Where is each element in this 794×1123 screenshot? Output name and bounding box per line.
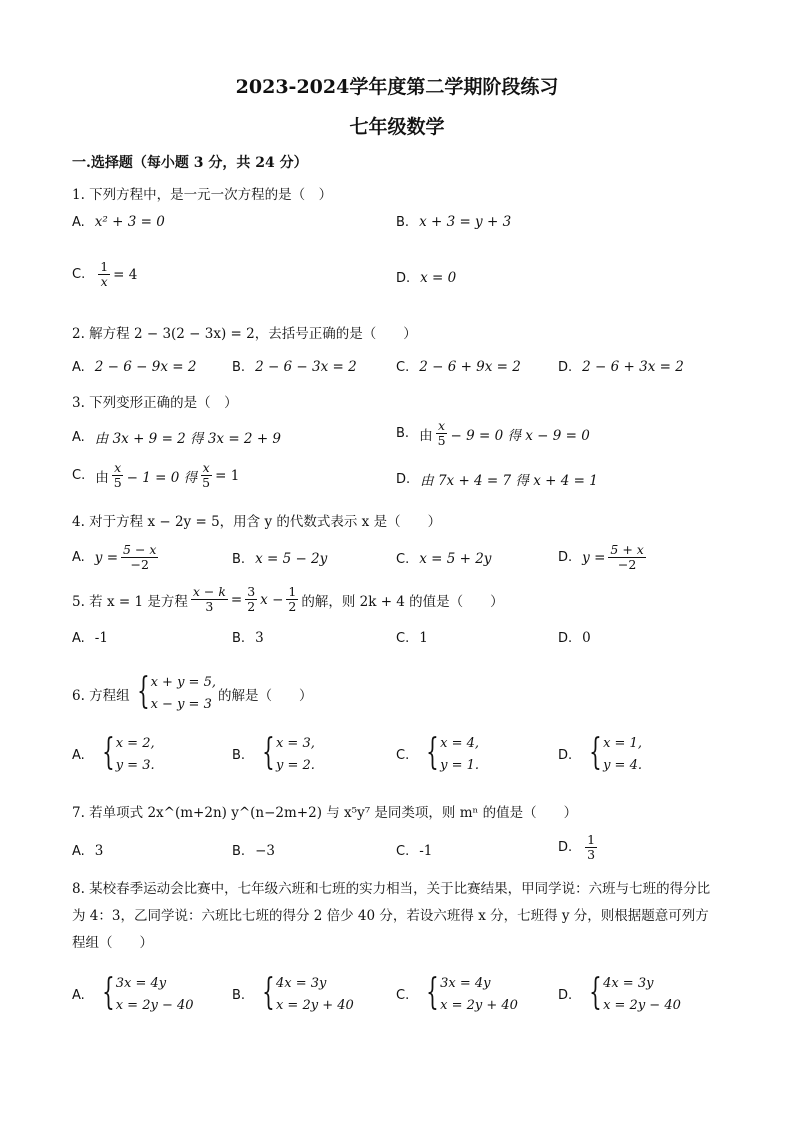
equation-system: { x = 1, y = 4. <box>589 732 642 773</box>
option-math: 由 7x + 4 = 7 得 x + 4 = 1 <box>420 473 598 489</box>
q7-option-d[interactable]: D. $\frac{1}{3}$ <box>558 832 596 862</box>
exam-title: 2023-2024学年度第二学期阶段练习 <box>235 76 559 98</box>
q6-option-a[interactable]: A. { x = 2, y = 3. <box>72 733 157 777</box>
option-math: 2 − 6 − 9x = 2 <box>94 359 197 375</box>
equation-system: { x + y = 5, x − y = 3 <box>136 671 216 712</box>
fraction: $\frac{1}{2}$ <box>288 584 297 614</box>
q6-option-b[interactable]: B. { x = 3, y = 2. <box>232 733 317 777</box>
q6-option-d[interactable]: D. { x = 1, y = 4. <box>558 733 644 777</box>
fraction: $\frac{x}{5}$ <box>437 418 446 448</box>
q8-option-c[interactable]: C. { 3x = 4y x = 2y + 40 <box>396 973 520 1017</box>
q5-option-b[interactable]: B. 3 <box>232 630 264 646</box>
q1-option-c[interactable] <box>72 260 137 289</box>
q3-option-d[interactable]: D. 由 7x + 4 = 7 得 x + 4 = 1 <box>396 469 598 489</box>
q4-option-b[interactable]: B. x = 5 − 2y <box>232 551 328 567</box>
q4-option-d[interactable]: D. y = $\frac{5 + x}{-2}$ <box>558 542 644 572</box>
section-heading: 一.选择题（每小题 3 分，共 24 分） <box>72 155 308 171</box>
fraction: $\frac{x}{5}$ <box>113 460 122 490</box>
q2-option-b[interactable]: B. 2 − 6 − 3x = 2 <box>232 359 357 375</box>
fraction: $\frac{5 + x}{-2}$ <box>610 542 644 572</box>
question-8-stem: 8. 某校春季运动会比赛中，七年级六班和七班的实力相当，关于比赛结果，甲同学说：六班与七班的得分比为 4：3，乙同学说：六班比七班的得分 2 倍少 40 分，若设六班得 x 分，七班得 y 分，则根据题意可列方程组（ ） <box>72 881 711 951</box>
option-math: x + 3 = y + 3 <box>419 214 512 230</box>
q4-option-c[interactable]: C. x = 5 + 2y <box>396 551 492 567</box>
question-7-stem: 7. 若单项式 2x^(m+2n) y^(n−2m+2) 与 x⁵y⁷ 是同类项，则 mⁿ 的值是（ ） <box>72 805 578 821</box>
option-label: D. <box>396 270 411 286</box>
equation-system: { 3x = 4y x = 2y + 40 <box>426 972 518 1013</box>
fraction: $\frac{3}{2}$ <box>247 584 256 614</box>
q7-option-b[interactable]: B. −3 <box>232 843 275 859</box>
q3-option-c[interactable]: C. 由 $\frac{x}{5}$ − 1 = 0 得 $\frac{x}{5}$ = 1 <box>72 460 240 490</box>
equation-system: { x = 4, y = 1. <box>426 732 480 773</box>
q5-option-c[interactable]: C. 1 <box>396 630 428 646</box>
question-3-stem: 3. 下列变形正确的是（ ） <box>72 395 238 411</box>
equation-system: { 4x = 3y x = 2y + 40 <box>262 972 354 1013</box>
fraction: $\frac{x}{5}$ <box>202 460 211 490</box>
option-math: 2 − 6 − 3x = 2 <box>255 359 357 375</box>
exam-subtitle: 七年级数学 <box>349 116 445 138</box>
option-math: x² + 3 = 0 <box>94 214 165 230</box>
q5-option-a[interactable]: A. -1 <box>72 630 108 646</box>
fraction: $\frac{1}{3}$ <box>587 832 596 862</box>
option-label: B. <box>396 214 410 230</box>
q8-option-b[interactable]: B. { 4x = 3y x = 2y + 40 <box>232 973 356 1017</box>
q8-option-a[interactable]: A. { 3x = 4y x = 2y − 40 <box>72 973 196 1017</box>
q1-option-b[interactable] <box>396 214 511 230</box>
equation-system: { 4x = 3y x = 2y − 40 <box>589 972 681 1013</box>
equation-system: { x = 2, y = 3. <box>101 732 155 773</box>
option-label: A. <box>72 214 85 230</box>
q4-option-a[interactable]: A. y = $\frac{5 - x}{-2}$ <box>72 542 157 572</box>
q2-option-d[interactable]: D. 2 − 6 + 3x = 2 <box>558 359 684 375</box>
q5-option-d[interactable]: D. 0 <box>558 630 591 646</box>
fraction: $\frac{1}{x}$ <box>100 259 109 289</box>
option-math: = 4 <box>113 266 138 283</box>
option-math: 2 − 6 + 3x = 2 <box>582 359 684 375</box>
option-math: 2 − 6 + 9x = 2 <box>419 359 521 375</box>
q1-option-a[interactable] <box>72 214 165 230</box>
fraction: $\frac{x - k}{3}$ <box>192 584 226 614</box>
question-5-stem: 5. 若 x = 1 是方程 $\frac{x - k}{3}$ = $\frac{3}{2}$ x − $\frac{1}{2}$ 的解，则 2k + 4 的值是（ ） <box>72 584 504 614</box>
question-2-stem: 2. 解方程 2 − 3(2 − 3x) = 2，去括号正确的是（ ） <box>72 326 417 342</box>
option-math: x = 0 <box>420 270 457 286</box>
question-1-stem: 1. 下列方程中，是一元一次方程的是（ ） <box>72 187 333 203</box>
q3-option-b[interactable]: B. 由 $\frac{x}{5}$ − 9 = 0 得 x − 9 = 0 <box>396 418 590 448</box>
q3-option-a[interactable]: A. 由 3x + 9 = 2 得 3x = 2 + 9 <box>72 427 281 447</box>
option-label: C. <box>72 267 86 282</box>
q6-option-c[interactable]: C. { x = 4, y = 1. <box>396 733 481 777</box>
question-4-stem: 4. 对于方程 x − 2y = 5，用含 y 的代数式表示 x 是（ ） <box>72 514 442 530</box>
q7-option-a[interactable]: A. 3 <box>72 843 104 859</box>
option-math: 由 3x + 9 = 2 得 3x = 2 + 9 <box>94 431 282 447</box>
question-6-stem: 6. 方程组 { x + y = 5, x − y = 3 的解是（ ） <box>72 672 312 716</box>
q7-option-c[interactable]: C. -1 <box>396 843 433 859</box>
fraction: $\frac{5 - x}{-2}$ <box>123 542 157 572</box>
equation-system: { 3x = 4y x = 2y − 40 <box>101 972 194 1013</box>
q2-option-c[interactable]: C. 2 − 6 + 9x = 2 <box>396 359 521 375</box>
equation-system: { x = 3, y = 2. <box>262 732 315 773</box>
q2-option-a[interactable]: A. 2 − 6 − 9x = 2 <box>72 359 197 375</box>
q1-option-d[interactable] <box>396 270 456 286</box>
q8-option-d[interactable]: D. { 4x = 3y x = 2y − 40 <box>558 973 683 1017</box>
